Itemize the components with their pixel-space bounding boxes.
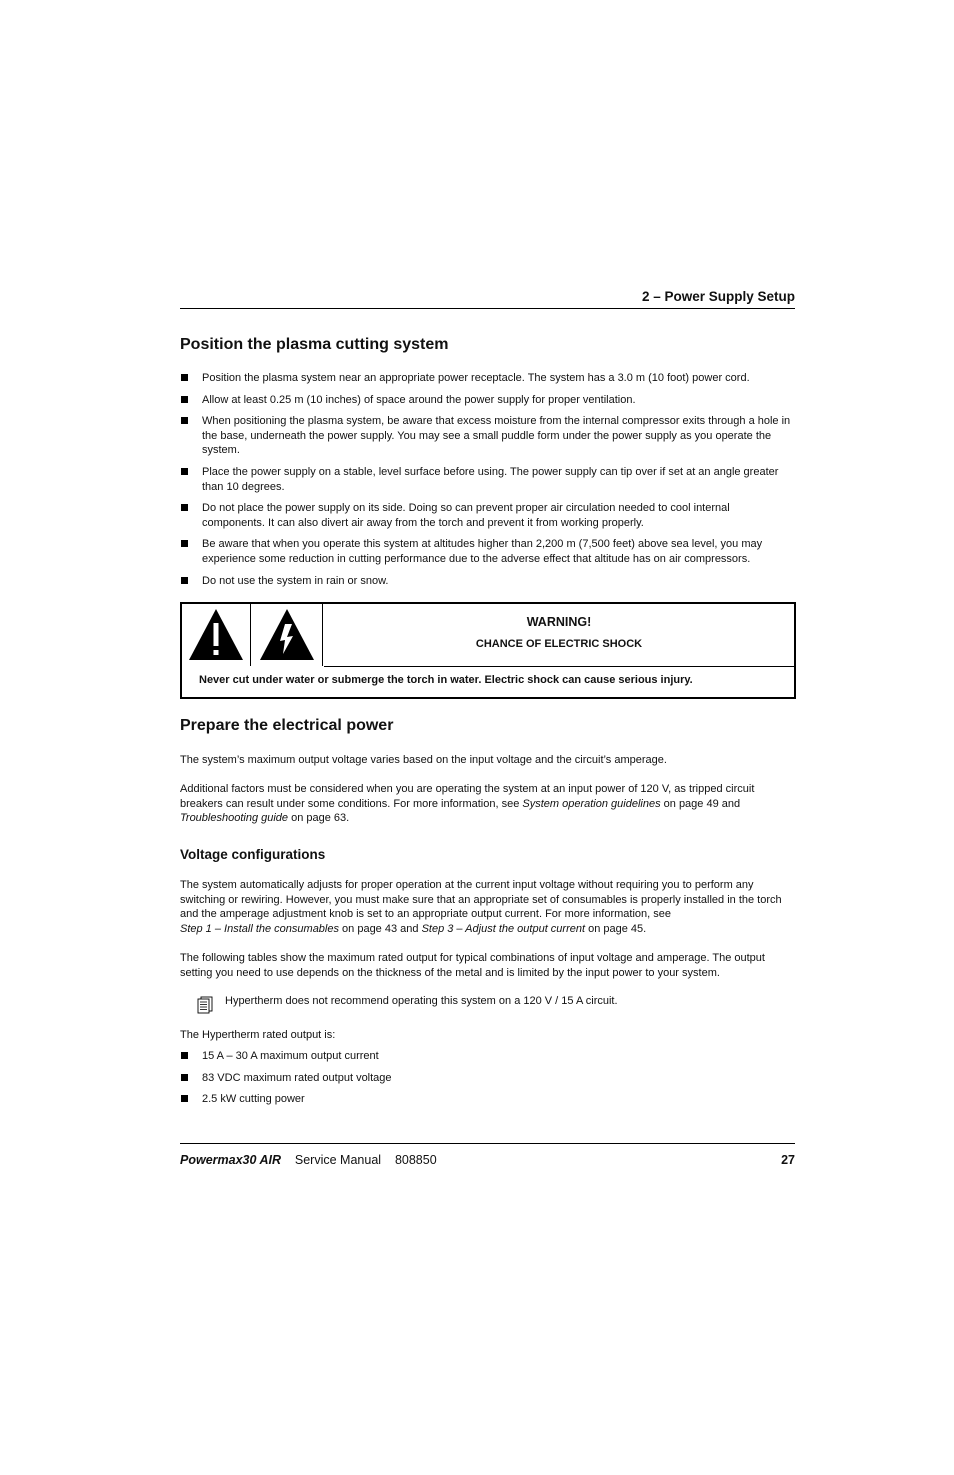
link-system-operation-guidelines[interactable]: System operation guidelines (522, 797, 661, 810)
footer-manual: Service Manual (294, 1153, 382, 1167)
bullet-square-icon (181, 468, 188, 475)
warning-box (180, 602, 796, 699)
bullet-square-icon (181, 504, 188, 511)
note-icon (197, 996, 213, 1014)
list-item: Position the plasma system near an appropriate power receptacle. The system has a 3.0 m (10 foot) power cord. (180, 371, 795, 386)
page-footer (180, 1153, 795, 1167)
electrical-paragraph-2: Additional factors must be considered when you are operating the system at an input power of 120 V, as tripped circuit breakers can result under some conditions. For more information, see System operation guidelines on page 49 and Troubleshooting guide on page 63. (180, 783, 755, 825)
list-item: Do not place the power supply on its side. Doing so can prevent proper air circulation needed to cool internal components. It can also divert air away from the torch and prevent it from working properly. (180, 501, 795, 530)
list-item: Place the power supply on a stable, level surface before using. The power supply can tip over if set at an angle greater than 10 degrees. (180, 465, 795, 494)
warning-title: WARNING! (526, 615, 592, 629)
list-item: 2.5 kW cutting power (180, 1092, 795, 1107)
bullet-square-icon (181, 396, 188, 403)
list-item: 83 VDC maximum rated output voltage (180, 1071, 795, 1086)
section-title-electrical: Prepare the electrical power (180, 717, 394, 734)
page-number: 27 (781, 1153, 795, 1167)
list-item: Do not use the system in rain or snow. (180, 574, 795, 589)
bullet-square-icon (181, 577, 188, 584)
bullet-square-icon (181, 417, 188, 424)
link-install-consumables[interactable]: Step 1 – Install the consumables (180, 922, 339, 935)
list-item: Allow at least 0.25 m (10 inches) of space around the power supply for proper ventilation. (180, 393, 795, 408)
note-text: Hypertherm does not recommend operating this system on a 120 V / 15 A circuit. (225, 995, 618, 1007)
voltage-paragraph-2: The following tables show the maximum rated output for typical combinations of input voltage and amperage. The output setting you need to use depends on the thickness of the metal and is limited by the input power to your system. (180, 952, 765, 979)
rated-output-list (180, 1049, 795, 1114)
warning-message: Never cut under water or submerge the torch in water. Electric shock can cause serious injury. (199, 674, 693, 686)
bullet-square-icon (181, 1095, 188, 1102)
list-item: Be aware that when you operate this system at altitudes higher than 2,200 m (7,500 feet) above sea level, you may experience some reduction in cutting performance due to the adverse effect that altitude has on air compressors. (180, 537, 795, 566)
link-troubleshooting-guide[interactable]: Troubleshooting guide (180, 812, 289, 825)
footer-product: Powermax30 AIR (180, 1153, 281, 1167)
footer-part-number: 808850 (394, 1153, 437, 1167)
footer-rule (180, 1143, 795, 1144)
header-rule (180, 308, 795, 309)
bullet-square-icon (181, 1074, 188, 1081)
section-title-position: Position the plasma cutting system (180, 336, 449, 353)
chapter-header: 2 – Power Supply Setup (641, 289, 795, 304)
bullet-square-icon (181, 1052, 188, 1059)
bullet-square-icon (181, 374, 188, 381)
rated-output-intro: The Hypertherm rated output is: (180, 1029, 336, 1041)
bullet-square-icon (181, 540, 188, 547)
section-title-voltage: Voltage configurations (180, 847, 326, 862)
electric-shock-icon (252, 604, 323, 666)
warning-header (324, 604, 794, 667)
link-adjust-output-current[interactable]: Step 3 – Adjust the output current (421, 922, 586, 935)
electrical-paragraph-1: The system’s maximum output voltage varies based on the input voltage and the circuit’s amperage. (180, 754, 667, 766)
list-item: 15 A – 30 A maximum output current (180, 1049, 795, 1064)
list-item: When positioning the plasma system, be aware that excess moisture from the internal compressor exits through a hole in the base, underneath the power supply. You may see a small puddle form under the power supply as you operate the system. (180, 414, 795, 458)
warning-triangle-icon (182, 604, 251, 666)
voltage-paragraph-1: The system automatically adjusts for proper operation at the current input voltage without requiring you to perform any switching or rewiring. However, you must make sure that an appropriate set of consumables is properly installed in the torch and the amperage adjustment knob is set to an appropriate output current. For more information, see Step 1 – Install the consumables on page 43 and Step 3 – Adjust the output current on page 45. (180, 879, 782, 935)
warning-subtitle: CHANCE OF ELECTRIC SHOCK (475, 638, 643, 650)
position-bullet-list (180, 371, 795, 595)
